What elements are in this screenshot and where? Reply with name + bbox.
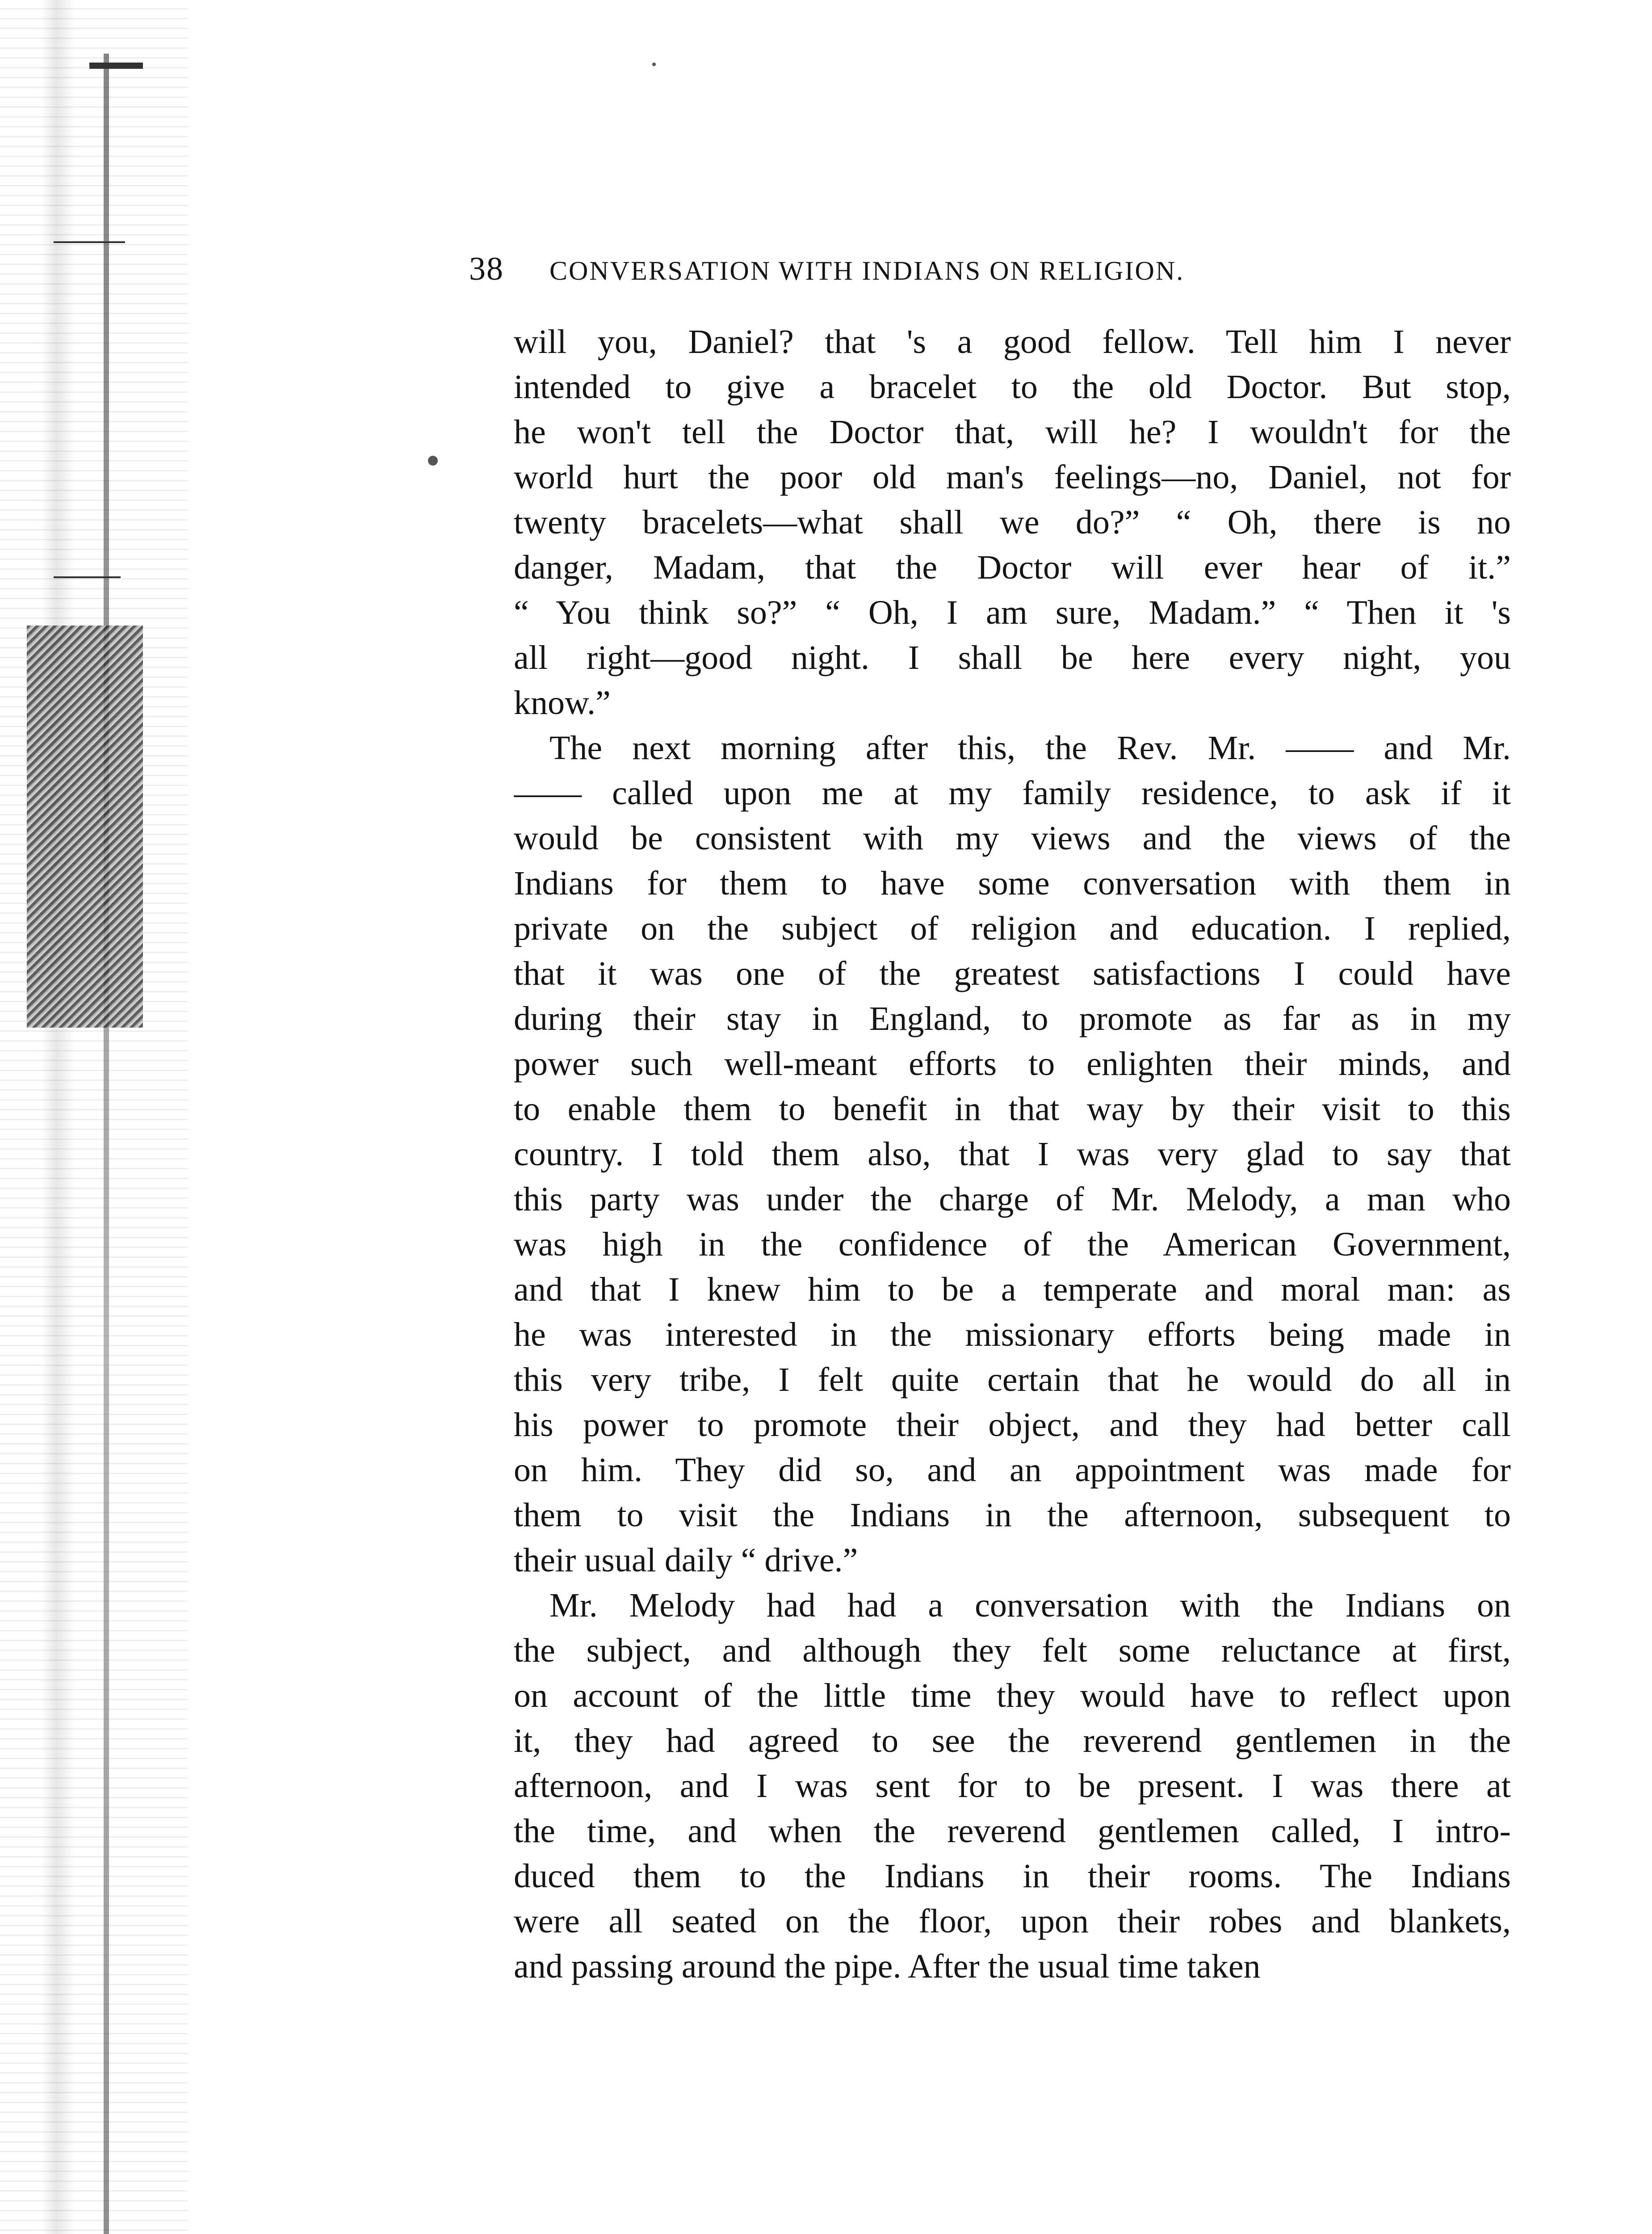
text-line: world hurt the poor old man's feelings—no, Daniel, not for xyxy=(514,458,1511,496)
gutter-mark xyxy=(89,63,143,69)
text-line: their usual daily “ drive.” xyxy=(514,1541,858,1579)
text-line: them to visit the Indians in the afternoon, subsequent to xyxy=(514,1496,1511,1534)
text-line: intended to give a bracelet to the old Doctor. But stop, xyxy=(514,368,1511,406)
text-line: he was interested in the missionary efforts being made in xyxy=(514,1316,1511,1353)
paragraph xyxy=(514,319,1511,726)
text-line: Mr. Melody had had a conversation with the Indians on xyxy=(549,1587,1511,1624)
text-line: twenty bracelets—what shall we do?” “ Oh, there is no xyxy=(514,504,1511,541)
text-line: The next morning after this, the Rev. Mr. —— and Mr. xyxy=(549,729,1511,767)
body-text xyxy=(514,319,1511,1989)
text-line: Indians for them to have some conversation with them in xyxy=(514,865,1511,902)
running-head xyxy=(469,250,1511,288)
paragraph xyxy=(514,726,1511,1583)
text-line: on account of the little time they would have to reflect upon xyxy=(514,1677,1511,1714)
text-line: he won't tell the Doctor that, will he? I wouldn't for the xyxy=(514,413,1511,451)
gutter-mark xyxy=(54,576,121,578)
text-line: power such well-meant efforts to enlighten their minds, and xyxy=(514,1045,1511,1083)
text-line: the time, and when the reverend gentlemen called, I intro- xyxy=(514,1812,1511,1850)
text-line: this very tribe, I felt quite certain that he would do all in xyxy=(514,1361,1511,1398)
text-line: on him. They did so, and an appointment was made for xyxy=(514,1451,1511,1489)
text-line: during their stay in England, to promote as far as in my xyxy=(514,1000,1511,1037)
chapter-title: CONVERSATION WITH INDIANS ON RELIGION. xyxy=(549,256,1185,286)
text-line: “ You think so?” “ Oh, I am sure, Madam.” “ Then it 's xyxy=(514,594,1511,631)
ink-speck xyxy=(652,63,656,66)
text-line: and that I knew him to be a temperate and moral man: as xyxy=(514,1271,1511,1308)
gutter-mark xyxy=(54,241,125,243)
text-line: and passing around the pipe. After the usual time taken xyxy=(514,1948,1261,1985)
text-line: —— called upon me at my family residence, to ask if it xyxy=(514,774,1511,812)
page-number: 38 xyxy=(469,251,504,287)
text-line: know.” xyxy=(514,684,611,722)
binding-dark-patch xyxy=(27,626,143,1028)
text-line: would be consistent with my views and the views of the xyxy=(514,819,1511,857)
text-line: that it was one of the greatest satisfactions I could have xyxy=(514,955,1511,992)
text-line: will you, Daniel? that 's a good fellow. Tell him I never xyxy=(514,323,1511,361)
text-line: private on the subject of religion and education. I replied, xyxy=(514,910,1511,947)
scan-binding-gutter xyxy=(0,0,188,2234)
text-line: all right—good night. I shall be here every night, you xyxy=(514,639,1511,676)
text-line: afternoon, and I was sent for to be present. I was there at xyxy=(514,1767,1511,1805)
text-line: to enable them to benefit in that way by their visit to this xyxy=(514,1090,1511,1128)
text-line: this party was under the charge of Mr. Melody, a man who xyxy=(514,1180,1511,1218)
book-page xyxy=(469,250,1511,1989)
text-line: his power to promote their object, and they had better call xyxy=(514,1406,1511,1444)
text-line: were all seated on the floor, upon their robes and blankets, xyxy=(514,1902,1511,1940)
text-line: country. I told them also, that I was very glad to say that xyxy=(514,1135,1511,1173)
text-line: it, they had agreed to see the reverend gentlemen in the xyxy=(514,1722,1511,1759)
paragraph xyxy=(514,1583,1511,1989)
binding-edge-shadow xyxy=(104,54,109,2234)
text-line: the subject, and although they felt some reluctance at first, xyxy=(514,1632,1511,1669)
text-line: duced them to the Indians in their rooms. The Indians xyxy=(514,1857,1511,1895)
text-line: danger, Madam, that the Doctor will ever hear of it.” xyxy=(514,549,1511,586)
ink-speck xyxy=(428,456,438,466)
text-line: was high in the confidence of the American Government, xyxy=(514,1226,1511,1263)
